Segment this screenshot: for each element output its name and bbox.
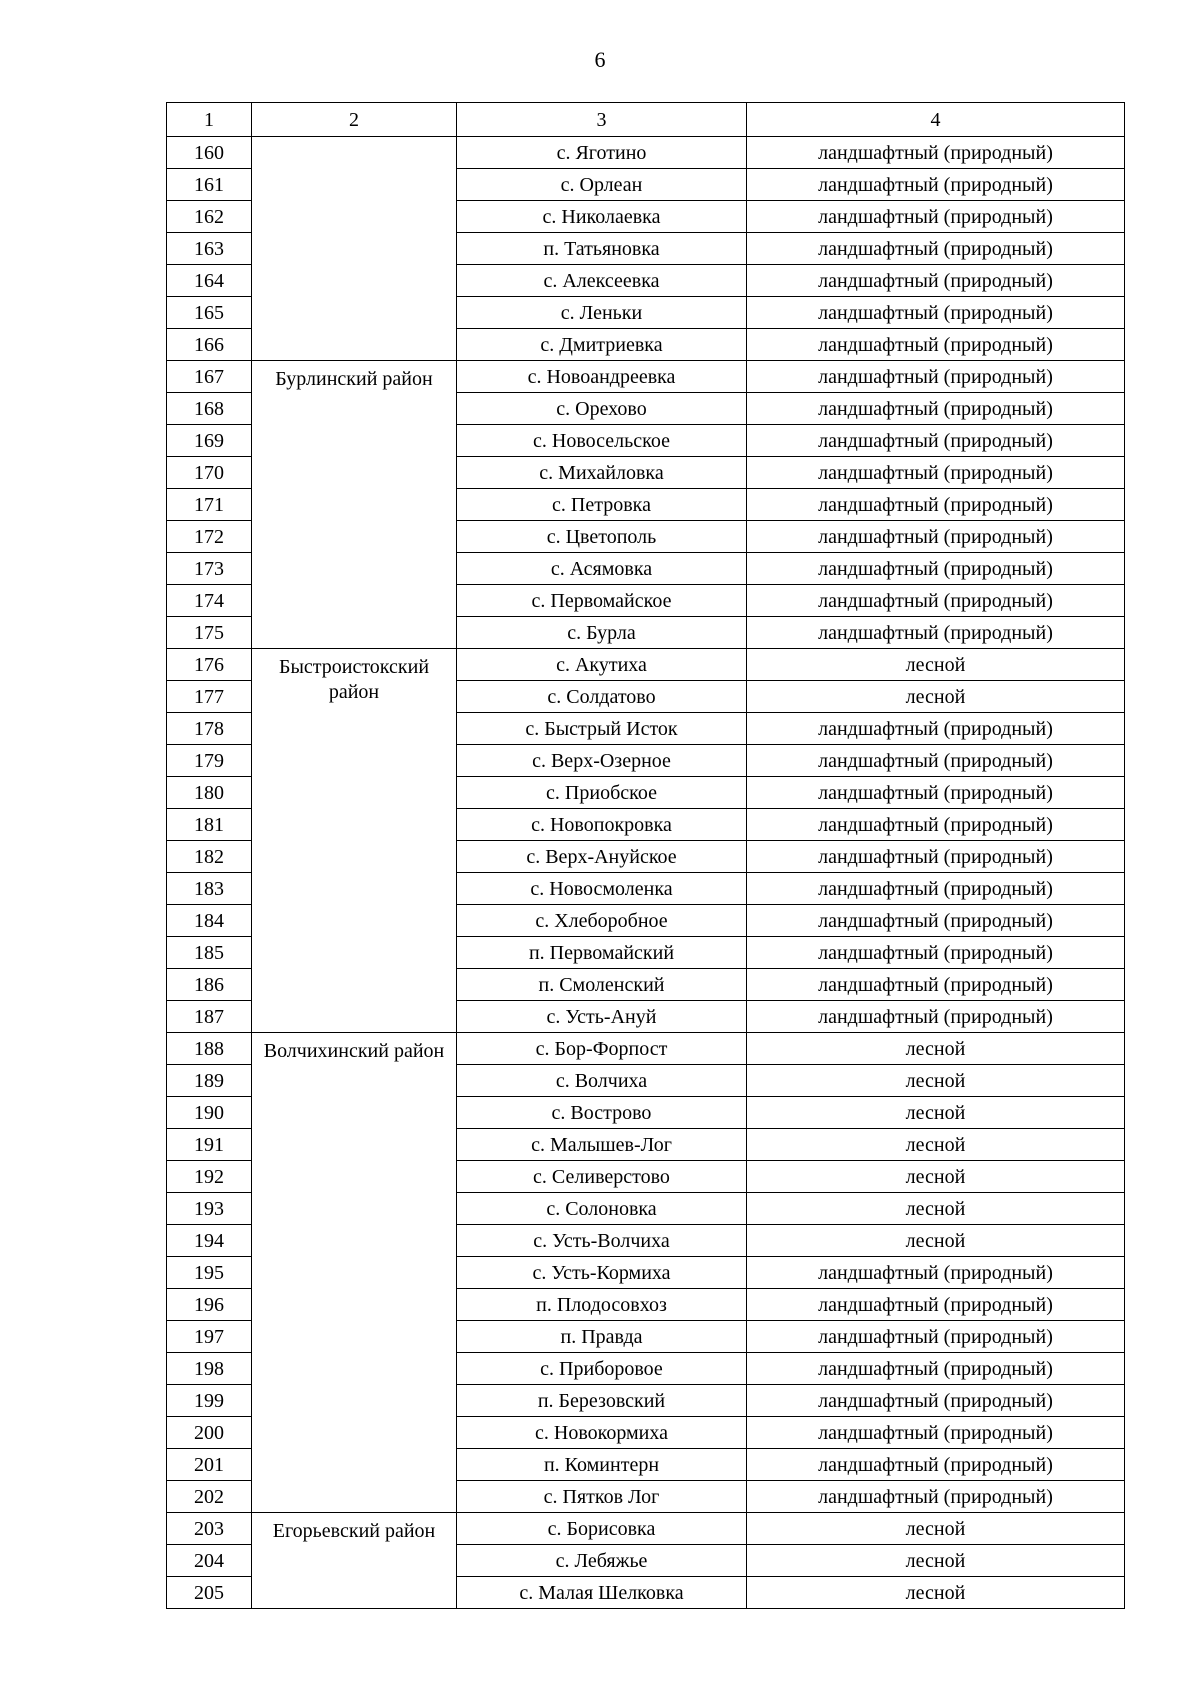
row-number: 192: [167, 1161, 252, 1193]
settlement-name: с. Петровка: [457, 489, 747, 521]
row-number: 180: [167, 777, 252, 809]
page-number: 6: [594, 47, 606, 72]
settlement-type: ландшафтный (природный): [747, 297, 1125, 329]
settlement-type: лесной: [747, 1065, 1125, 1097]
row-number: 182: [167, 841, 252, 873]
row-number: 176: [167, 649, 252, 681]
settlement-name: с. Хлеборобное: [457, 905, 747, 937]
row-number: 171: [167, 489, 252, 521]
row-number: 181: [167, 809, 252, 841]
settlement-name: с. Асямовка: [457, 553, 747, 585]
table-row: [167, 1033, 1125, 1065]
settlement-name: с. Малая Шелковка: [457, 1577, 747, 1609]
settlement-type: ландшафтный (природный): [747, 521, 1125, 553]
settlement-type: ландшафтный (природный): [747, 585, 1125, 617]
row-number: 174: [167, 585, 252, 617]
row-number: 198: [167, 1353, 252, 1385]
settlement-name: с. Орехово: [457, 393, 747, 425]
settlement-name: с. Усть-Ануй: [457, 1001, 747, 1033]
row-number: 169: [167, 425, 252, 457]
row-number: 175: [167, 617, 252, 649]
settlement-type: ландшафтный (природный): [747, 1321, 1125, 1353]
settlement-name: с. Новопокровка: [457, 809, 747, 841]
row-number: 191: [167, 1129, 252, 1161]
settlement-type: ландшафтный (природный): [747, 809, 1125, 841]
row-number: 170: [167, 457, 252, 489]
settlement-name: с. Николаевка: [457, 201, 747, 233]
settlement-type: лесной: [747, 649, 1125, 681]
settlement-name: с. Новокормиха: [457, 1417, 747, 1449]
settlement-name: с. Цветополь: [457, 521, 747, 553]
settlement-name: с. Селиверстово: [457, 1161, 747, 1193]
settlement-type: ландшафтный (природный): [747, 1449, 1125, 1481]
settlement-name: с. Вострово: [457, 1097, 747, 1129]
settlement-name: п. Смоленский: [457, 969, 747, 1001]
row-number: 189: [167, 1065, 252, 1097]
row-number: 178: [167, 713, 252, 745]
row-number: 183: [167, 873, 252, 905]
settlement-type: ландшафтный (природный): [747, 873, 1125, 905]
district-name: Волчихинский район: [252, 1033, 457, 1513]
settlement-name: с. Первомайское: [457, 585, 747, 617]
settlement-name: с. Солдатово: [457, 681, 747, 713]
settlement-type: ландшафтный (природный): [747, 457, 1125, 489]
column-header: 4: [747, 103, 1125, 137]
row-number: 205: [167, 1577, 252, 1609]
settlement-name: с. Михайловка: [457, 457, 747, 489]
row-number: 172: [167, 521, 252, 553]
row-number: 177: [167, 681, 252, 713]
district-name: Егорьевский район: [252, 1513, 457, 1609]
settlement-type: ландшафтный (природный): [747, 1353, 1125, 1385]
district-name: [252, 137, 457, 361]
settlement-type: ландшафтный (природный): [747, 233, 1125, 265]
settlement-name: с. Дмитриевка: [457, 329, 747, 361]
settlement-name: с. Приобское: [457, 777, 747, 809]
settlement-type: ландшафтный (природный): [747, 777, 1125, 809]
row-number: 200: [167, 1417, 252, 1449]
row-number: 202: [167, 1481, 252, 1513]
row-number: 160: [167, 137, 252, 169]
settlement-name: с. Пятков Лог: [457, 1481, 747, 1513]
settlement-type: ландшафтный (природный): [747, 969, 1125, 1001]
row-number: 167: [167, 361, 252, 393]
row-number: 188: [167, 1033, 252, 1065]
settlement-name: с. Яготино: [457, 137, 747, 169]
settlement-type: лесной: [747, 1161, 1125, 1193]
settlement-type: ландшафтный (природный): [747, 201, 1125, 233]
settlement-type: ландшафтный (природный): [747, 617, 1125, 649]
settlement-type: ландшафтный (природный): [747, 329, 1125, 361]
settlement-name: п. Плодосовхоз: [457, 1289, 747, 1321]
settlement-type: ландшафтный (природный): [747, 393, 1125, 425]
settlement-name: с. Бор-Форпост: [457, 1033, 747, 1065]
settlement-name: с. Борисовка: [457, 1513, 747, 1545]
settlements-table: [166, 102, 1125, 1609]
settlement-name: с. Алексеевка: [457, 265, 747, 297]
settlement-name: с. Приборовое: [457, 1353, 747, 1385]
settlement-type: ландшафтный (природный): [747, 489, 1125, 521]
settlement-name: с. Лебяжье: [457, 1545, 747, 1577]
row-number: 163: [167, 233, 252, 265]
row-number: 164: [167, 265, 252, 297]
settlement-type: лесной: [747, 1129, 1125, 1161]
table-row: [167, 1513, 1125, 1545]
settlement-type: ландшафтный (природный): [747, 1385, 1125, 1417]
table-row: [167, 137, 1125, 169]
row-number: 204: [167, 1545, 252, 1577]
settlement-name: с. Малышев-Лог: [457, 1129, 747, 1161]
row-number: 184: [167, 905, 252, 937]
settlement-name: с. Новоандреевка: [457, 361, 747, 393]
settlement-name: п. Березовский: [457, 1385, 747, 1417]
row-number: 168: [167, 393, 252, 425]
settlement-type: ландшафтный (природный): [747, 1001, 1125, 1033]
settlement-name: с. Волчиха: [457, 1065, 747, 1097]
settlement-type: ландшафтный (природный): [747, 361, 1125, 393]
table-header-row: [167, 103, 1125, 137]
row-number: 186: [167, 969, 252, 1001]
row-number: 203: [167, 1513, 252, 1545]
settlement-type: ландшафтный (природный): [747, 1417, 1125, 1449]
row-number: 195: [167, 1257, 252, 1289]
settlement-type: ландшафтный (природный): [747, 1481, 1125, 1513]
settlement-type: ландшафтный (природный): [747, 137, 1125, 169]
table-body: [167, 103, 1125, 1609]
settlement-name: п. Первомайский: [457, 937, 747, 969]
row-number: 197: [167, 1321, 252, 1353]
row-number: 166: [167, 329, 252, 361]
row-number: 201: [167, 1449, 252, 1481]
settlement-type: ландшафтный (природный): [747, 905, 1125, 937]
settlement-name: с. Орлеан: [457, 169, 747, 201]
table-row: [167, 649, 1125, 681]
row-number: 185: [167, 937, 252, 969]
row-number: 193: [167, 1193, 252, 1225]
row-number: 190: [167, 1097, 252, 1129]
district-name: Бурлинский район: [252, 361, 457, 649]
settlement-type: ландшафтный (природный): [747, 713, 1125, 745]
row-number: 196: [167, 1289, 252, 1321]
row-number: 179: [167, 745, 252, 777]
table-row: [167, 361, 1125, 393]
settlement-name: п. Коминтерн: [457, 1449, 747, 1481]
settlement-type: лесной: [747, 1097, 1125, 1129]
settlement-type: ландшафтный (природный): [747, 937, 1125, 969]
column-header: 2: [252, 103, 457, 137]
row-number: 161: [167, 169, 252, 201]
settlement-name: п. Правда: [457, 1321, 747, 1353]
settlement-name: с. Верх-Ануйское: [457, 841, 747, 873]
settlement-type: лесной: [747, 1225, 1125, 1257]
settlement-name: с. Солоновка: [457, 1193, 747, 1225]
settlement-type: лесной: [747, 1033, 1125, 1065]
settlement-type: лесной: [747, 1577, 1125, 1609]
settlement-type: ландшафтный (природный): [747, 265, 1125, 297]
column-header: 1: [167, 103, 252, 137]
settlement-type: ландшафтный (природный): [747, 1289, 1125, 1321]
settlement-type: лесной: [747, 1513, 1125, 1545]
settlement-type: ландшафтный (природный): [747, 425, 1125, 457]
row-number: 199: [167, 1385, 252, 1417]
settlement-name: с. Акутиха: [457, 649, 747, 681]
settlement-type: лесной: [747, 1545, 1125, 1577]
settlement-name: с. Усть-Кормиха: [457, 1257, 747, 1289]
settlement-type: лесной: [747, 681, 1125, 713]
settlement-name: с. Бурла: [457, 617, 747, 649]
settlement-name: п. Татьяновка: [457, 233, 747, 265]
settlement-type: ландшафтный (природный): [747, 169, 1125, 201]
settlement-name: с. Леньки: [457, 297, 747, 329]
settlement-type: ландшафтный (природный): [747, 841, 1125, 873]
settlement-name: с. Быстрый Исток: [457, 713, 747, 745]
row-number: 173: [167, 553, 252, 585]
settlement-type: ландшафтный (природный): [747, 553, 1125, 585]
row-number: 165: [167, 297, 252, 329]
row-number: 162: [167, 201, 252, 233]
settlement-type: лесной: [747, 1193, 1125, 1225]
settlement-name: с. Усть-Волчиха: [457, 1225, 747, 1257]
row-number: 194: [167, 1225, 252, 1257]
settlement-name: с. Новосмоленка: [457, 873, 747, 905]
row-number: 187: [167, 1001, 252, 1033]
settlement-type: ландшафтный (природный): [747, 1257, 1125, 1289]
settlement-name: с. Верх-Озерное: [457, 745, 747, 777]
column-header: 3: [457, 103, 747, 137]
district-name: Быстроистокский район: [252, 649, 457, 1033]
settlement-type: ландшафтный (природный): [747, 745, 1125, 777]
settlement-name: с. Новосельское: [457, 425, 747, 457]
